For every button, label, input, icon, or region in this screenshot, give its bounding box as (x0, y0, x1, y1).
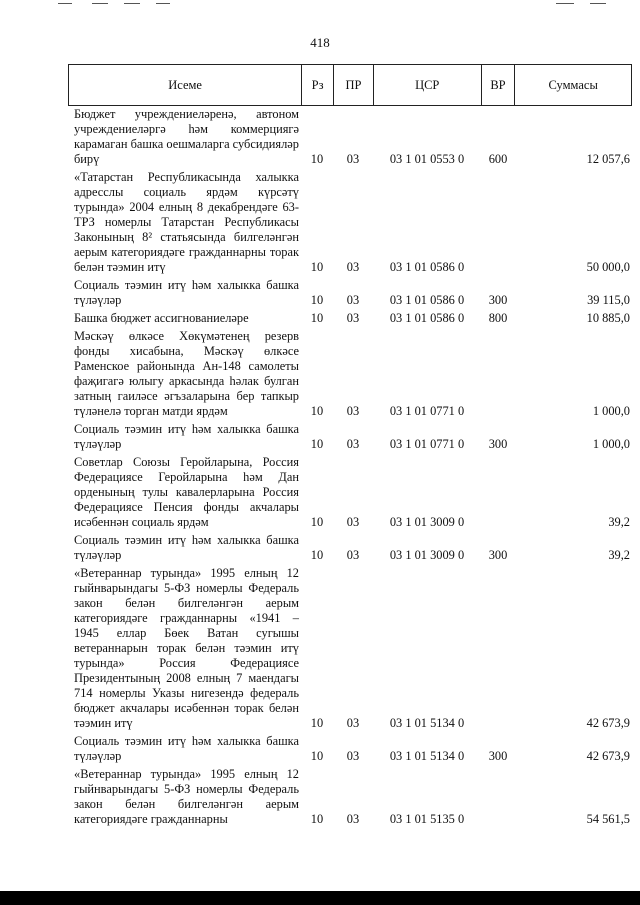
page-number: 418 (310, 35, 330, 50)
cell-sum: 42 673,9 (586, 749, 630, 763)
cell-vr: 800 (488, 311, 508, 325)
cell-csr: 03 1 01 0586 0 (389, 311, 465, 325)
cell-sum: 50 000,0 (586, 260, 630, 274)
cell-csr: 03 1 01 0553 0 (389, 152, 465, 166)
cell-rz: 10 (310, 548, 324, 562)
table-row (68, 170, 632, 275)
table-row (68, 422, 632, 452)
cell-sum: 54 561,5 (586, 812, 630, 826)
cell-csr: 03 1 01 3009 0 (389, 515, 465, 529)
scan-top-edge (0, 0, 640, 8)
cell-pr: 03 (346, 716, 360, 730)
cell-csr: 03 1 01 3009 0 (389, 548, 465, 562)
cell-csr: 03 1 01 5134 0 (389, 716, 465, 730)
cell-csr: 03 1 01 0771 0 (389, 404, 465, 418)
budget-table (68, 64, 632, 827)
cell-sum: 39 115,0 (587, 293, 630, 307)
cell-name: Социаль тәэмин итү һәм халыкка башка түләүләр (74, 422, 299, 451)
cell-pr: 03 (346, 293, 360, 307)
cell-vr: 300 (488, 293, 508, 307)
cell-vr: 300 (488, 548, 508, 562)
cell-vr: 300 (488, 749, 508, 763)
cell-pr: 03 (346, 152, 360, 166)
cell-name: Социаль тәэмин итү һәм халыкка башка түләүләр (74, 533, 299, 562)
cell-pr: 03 (346, 404, 360, 418)
cell-sum: 12 057,6 (586, 152, 630, 166)
table-row (68, 767, 632, 827)
cell-rz: 10 (310, 293, 324, 307)
cell-sum: 10 885,0 (586, 311, 630, 325)
cell-pr: 03 (346, 437, 360, 451)
cell-csr: 03 1 01 0586 0 (389, 293, 465, 307)
cell-pr: 03 (346, 260, 360, 274)
cell-rz: 10 (310, 515, 324, 529)
cell-sum: 42 673,9 (586, 716, 630, 730)
scan-bottom-edge (0, 891, 640, 905)
cell-pr: 03 (346, 749, 360, 763)
cell-csr: 03 1 01 0771 0 (389, 437, 465, 451)
cell-rz: 10 (310, 749, 324, 763)
table-row (68, 533, 632, 563)
cell-name: «Ветераннар турында» 1995 елның 12 гыйнварындагы 5-ФЗ номерлы Федераль закон белән билгеләнгән аерым категориядәге гражданнарны «1941 – 1945 еллар Бөек Ватан сугышы ветераннарын торак белән тәэмин итү турында» Россия Федерациясе Президентының 2008 елның 7 маендагы 714 номерлы Указы нигезендә федераль бюджет акчалары исәбеннән торак белән тәэмин итү (74, 566, 299, 730)
table-row (68, 734, 632, 764)
cell-sum: 1 000,0 (592, 437, 630, 451)
cell-name: «Татарстан Республикасында халыкка адресслы социаль ярдәм күрсәтү турында» 2004 елның 8 декабрендәге 63-ТРЗ номерлы Татарстан Республикасы Законының 8² статьясында билгеләнгән аерым категориядәге гражданнарны торак белән тәэмин итү (74, 170, 299, 274)
cell-rz: 10 (310, 152, 324, 166)
cell-pr: 03 (346, 311, 360, 325)
cell-vr: 300 (488, 437, 508, 451)
cell-csr: 03 1 01 5134 0 (389, 749, 465, 763)
cell-rz: 10 (310, 812, 324, 826)
cell-name: Социаль тәэмин итү һәм халыкка башка түләүләр (74, 278, 299, 307)
cell-name: Башка бюджет ассигнованиеләре (74, 311, 249, 325)
cell-pr: 03 (346, 812, 360, 826)
table-body (68, 106, 632, 827)
header-name: Исеме (168, 77, 202, 92)
cell-csr: 03 1 01 5135 0 (389, 812, 465, 826)
cell-csr: 03 1 01 0586 0 (389, 260, 465, 274)
cell-name: Социаль тәэмин итү һәм халыкка башка түләүләр (74, 734, 299, 763)
cell-rz: 10 (310, 404, 324, 418)
cell-name: «Ветераннар турында» 1995 елның 12 гыйнварындагы 5-ФЗ номерлы Федераль закон белән билгеләнгән аерым категориядәге гражданнарны (74, 767, 299, 826)
cell-rz: 10 (310, 437, 324, 451)
table-row (68, 311, 632, 326)
table-row (68, 329, 632, 419)
cell-rz: 10 (310, 716, 324, 730)
header-vr: ВР (481, 65, 515, 105)
cell-name: Мәскәү өлкәсе Хөкүмәтенең резерв фонды хисабына, Мәскәү өлкәсе Раменское районында Ан-148 самолеты фаҗигагә юлыгу аркасында һәлак булган затның гаиләсе әгъзаларына бер тапкыр түләнелә торган матди ярдәм (74, 329, 299, 418)
cell-name: Советлар Союзы Геройларына, Россия Федерациясе Геройларына һәм Дан орденының тулы кавалерларына Россия Федерациясе Пенсия фонды акчалары исәбеннән социаль ярдәм (74, 455, 299, 529)
cell-sum: 39,2 (608, 548, 630, 562)
table-row (68, 107, 632, 167)
cell-vr: 600 (488, 152, 508, 166)
table-row (68, 278, 632, 308)
header-csr: ЦСР (373, 65, 481, 105)
cell-name: Бюджет учреждениеләренә, автоном учреждениеләргә һәм коммерциягә карамаган башка оешмаларга субсидияләр бирү (74, 107, 299, 166)
cell-rz: 10 (310, 260, 324, 274)
cell-pr: 03 (346, 548, 360, 562)
cell-sum: 1 000,0 (592, 404, 630, 418)
cell-pr: 03 (346, 515, 360, 529)
table-row (68, 566, 632, 731)
table-row (68, 455, 632, 530)
header-pr: ПР (333, 65, 373, 105)
header-sum: Суммасы (514, 65, 631, 105)
header-rz: Рз (301, 65, 333, 105)
cell-rz: 10 (310, 311, 324, 325)
cell-sum: 39,2 (608, 515, 630, 529)
table-header (68, 64, 632, 106)
